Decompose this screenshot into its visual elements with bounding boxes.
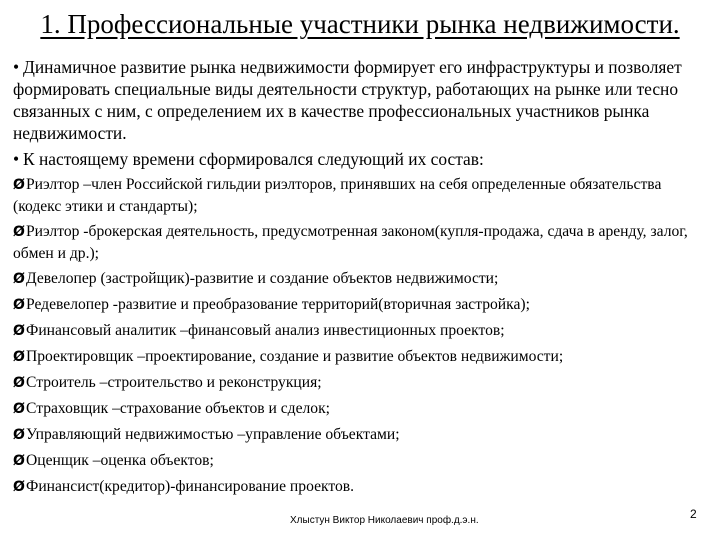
list-item (13, 450, 703, 472)
list-item-text: Управляющий недвижимостью –управление объектами; (26, 426, 400, 443)
arrow-bullet-icon: Ø (13, 375, 25, 391)
bullet-paragraph (13, 56, 703, 144)
list-item-text: Строитель –строительство и реконструкция; (26, 374, 322, 391)
list-item-text: Девелопер (застройщик)-развитие и создание объектов недвижимости; (26, 270, 499, 287)
list-item-text: Финансовый аналитик –финансовый анализ инвестиционных проектов; (26, 322, 505, 339)
list-item (13, 294, 703, 316)
arrow-bullet-icon: Ø (13, 323, 25, 339)
list-item (13, 476, 703, 498)
arrow-bullet-icon: Ø (13, 177, 25, 193)
list-item (13, 346, 703, 368)
bullet-dot-icon: • (13, 57, 20, 77)
arrow-bullet-icon: Ø (13, 271, 25, 287)
arrow-bullet-icon: Ø (13, 427, 25, 443)
list-item (13, 398, 703, 420)
slide-title: 1. Профессиональные участники рынка недвижимости. (40, 9, 680, 39)
list-item-text: Риэлтор -брокерская деятельность, предусмотренная законом(купля-продажа, сдача в аренду, залог, обмен и др.); (13, 223, 688, 262)
list-item-text: Риэлтор –член Российской гильдии риэлторов, принявших на себя определенные обязательства (кодекс этики и стандарты); (13, 176, 662, 215)
list-item-text: Страховщик –страхование объектов и сделок; (26, 400, 331, 417)
arrow-bullet-icon: Ø (13, 401, 25, 417)
list-item-text: Оценщик –оценка объектов; (26, 452, 214, 469)
arrow-bullet-icon: Ø (13, 349, 25, 365)
list-item (13, 372, 703, 394)
arrow-bullet-icon: Ø (13, 479, 25, 495)
bullet-text: Динамичное развитие рынка недвижимости формирует его инфраструктуры и позволяет формировать специальные виды деятельности структур, работающих на рынке или тесно связанных с ним, с определением их в качестве профессиональных участников рынка недвижимости. (13, 57, 682, 143)
slide-footer-author: Хлыстун Виктор Николаевич проф.д.э.н. (290, 515, 479, 526)
list-item (13, 221, 703, 264)
list-item (13, 424, 703, 446)
bullet-dot-icon: • (13, 149, 20, 169)
bullet-text: К настоящему времени сформировался следующий их состав: (23, 149, 484, 169)
list-item-text: Редевелопер -развитие и преобразование территорий(вторичная застройка); (26, 296, 530, 313)
bullet-paragraph (13, 148, 703, 170)
list-item (13, 268, 703, 290)
list-item-text: Финансист(кредитор)-финансирование проектов. (26, 478, 355, 495)
arrow-bullet-icon: Ø (13, 453, 25, 469)
list-item (13, 320, 703, 342)
list-item (13, 174, 703, 217)
list-item-text: Проектировщик –проектирование, создание и развитие объектов недвижимости; (26, 348, 564, 365)
slide-content (13, 56, 703, 502)
arrow-bullet-icon: Ø (13, 297, 25, 313)
arrow-bullet-icon: Ø (13, 224, 25, 240)
page-number: 2 (690, 507, 697, 521)
